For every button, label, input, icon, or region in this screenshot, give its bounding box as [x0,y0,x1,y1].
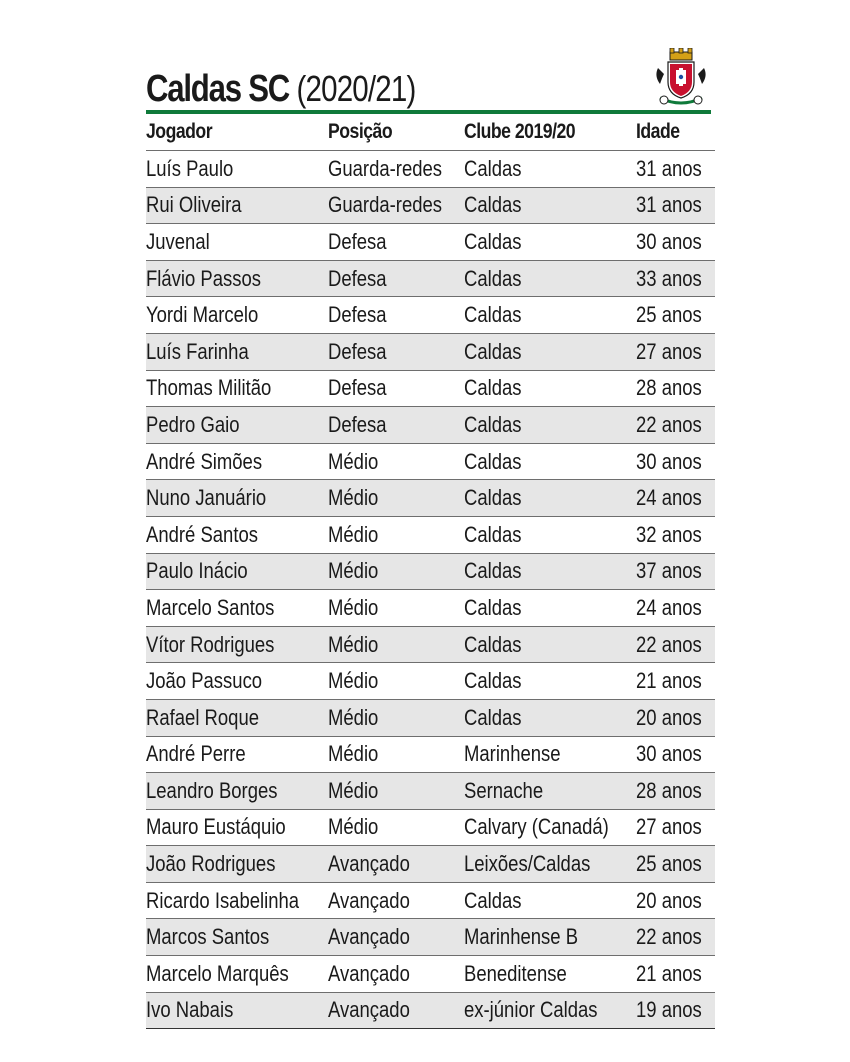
player-name-cell: Yordi Marcelo [146,302,259,328]
player-name-cell: João Passuco [146,668,263,694]
table-row [146,407,715,444]
position-cell: Médio [328,777,379,803]
player-name-cell: Flávio Passos [146,265,262,291]
age-cell: 30 anos [636,448,703,474]
table-row [146,333,715,370]
age-cell: 20 anos [636,887,703,913]
age-cell: 27 anos [636,338,703,364]
player-name-cell: Nuno Januário [146,485,267,511]
player-name-cell: Ivo Nabais [146,997,234,1023]
previous-club-cell: Caldas [463,155,522,181]
age-cell: 25 anos [636,851,703,877]
age-cell: 27 anos [636,814,703,840]
age-cell: 28 anos [636,375,703,401]
player-name-cell: André Santos [146,521,258,547]
player-name-cell: Juvenal [146,228,210,254]
table-row [146,590,715,627]
player-name-cell: Luís Farinha [146,338,249,364]
table-row [146,187,715,224]
table-row [146,480,715,517]
age-cell: 30 anos [636,228,703,254]
previous-club-cell: Sernache [463,777,544,803]
position-cell: Médio [328,558,379,584]
player-name-cell: Leandro Borges [146,777,278,803]
previous-club-cell: Caldas [463,448,522,474]
age-cell: 22 anos [636,631,703,657]
table-row [146,626,715,663]
position-cell: Médio [328,668,379,694]
age-cell: 19 anos [636,997,703,1023]
page-title [146,66,711,112]
age-cell: 21 anos [636,960,703,986]
position-cell: Médio [328,594,379,620]
previous-club-cell: Caldas [463,338,522,364]
table-header-row [146,114,715,151]
table-row [146,516,715,553]
position-cell: Médio [328,485,379,511]
table-row [146,919,715,956]
age-cell: 33 anos [636,265,703,291]
player-name-cell: Rui Oliveira [146,192,242,218]
table-row [146,846,715,883]
age-cell: 22 anos [636,411,703,437]
player-name-cell: Ricardo Isabelinha [146,887,300,913]
position-cell: Defesa [328,265,387,291]
age-cell: 21 anos [636,668,703,694]
table-row [146,260,715,297]
previous-club-cell: Caldas [463,521,522,547]
position-cell: Defesa [328,302,387,328]
age-cell: 32 anos [636,521,703,547]
previous-club-cell: Caldas [463,375,522,401]
player-name-cell: Mauro Eustáquio [146,814,286,840]
position-cell: Defesa [328,228,387,254]
age-cell: 22 anos [636,924,703,950]
age-cell: 28 anos [636,777,703,803]
table-row [146,956,715,993]
previous-club-cell: Caldas [463,228,522,254]
position-cell: Avançado [328,924,411,950]
club-crest-icon [650,48,712,110]
age-cell: 31 anos [636,155,703,181]
header-posicao: Posição [328,120,393,143]
position-cell: Avançado [328,851,411,877]
table-row [146,992,715,1029]
player-name-cell: Vítor Rodrigues [146,631,275,657]
previous-club-cell: Caldas [463,302,522,328]
squad-table [146,114,715,1029]
previous-club-cell: Marinhense [463,741,561,767]
position-cell: Médio [328,814,379,840]
previous-club-cell: Caldas [463,411,522,437]
table-row [146,224,715,261]
player-name-cell: Thomas Militão [146,375,272,401]
player-name-cell: Marcos Santos [146,924,270,950]
player-name-cell: André Simões [146,448,263,474]
age-cell: 31 anos [636,192,703,218]
previous-club-cell: Beneditense [463,960,567,986]
previous-club-cell: Caldas [463,704,522,730]
title-text [146,66,415,112]
table-row [146,663,715,700]
title-club: Caldas SC [146,68,290,110]
table-row [146,699,715,736]
table-row [146,553,715,590]
table-row [146,736,715,773]
position-cell: Médio [328,448,379,474]
table-row [146,882,715,919]
table-row [146,297,715,334]
previous-club-cell: Caldas [463,887,522,913]
age-cell: 30 anos [636,741,703,767]
header-jogador: Jogador [146,120,213,143]
position-cell: Guarda-redes [328,192,443,218]
table-row [146,773,715,810]
header-clube: Clube 2019/20 [463,120,576,143]
previous-club-cell: Caldas [463,485,522,511]
player-name-cell: Pedro Gaio [146,411,240,437]
position-cell: Defesa [328,411,387,437]
age-cell: 20 anos [636,704,703,730]
player-name-cell: Marcelo Santos [146,594,275,620]
table-row [146,809,715,846]
table-row [146,151,715,188]
position-cell: Defesa [328,375,387,401]
previous-club-cell: Caldas [463,265,522,291]
position-cell: Médio [328,521,379,547]
previous-club-cell: Caldas [463,594,522,620]
player-name-cell: Luís Paulo [146,155,234,181]
previous-club-cell: Leixões/Caldas [463,851,591,877]
previous-club-cell: Caldas [463,668,522,694]
player-name-cell: João Rodrigues [146,851,276,877]
table-row [146,443,715,480]
title-season: (2020/21) [296,68,416,109]
previous-club-cell: Caldas [463,631,522,657]
player-name-cell: Rafael Roque [146,704,260,730]
position-cell: Defesa [328,338,387,364]
previous-club-cell: Caldas [463,192,522,218]
player-name-cell: André Perre [146,741,246,767]
previous-club-cell: Calvary (Canadá) [463,814,609,840]
table-row [146,370,715,407]
position-cell: Guarda-redes [328,155,443,181]
position-cell: Avançado [328,997,411,1023]
player-name-cell: Marcelo Marquês [146,960,289,986]
previous-club-cell: ex-júnior Caldas [463,997,598,1023]
position-cell: Avançado [328,887,411,913]
age-cell: 37 anos [636,558,703,584]
previous-club-cell: Caldas [463,558,522,584]
age-cell: 24 anos [636,594,703,620]
age-cell: 24 anos [636,485,703,511]
header-idade: Idade [636,120,680,143]
age-cell: 25 anos [636,302,703,328]
previous-club-cell: Marinhense B [463,924,579,950]
position-cell: Médio [328,704,379,730]
player-name-cell: Paulo Inácio [146,558,248,584]
position-cell: Avançado [328,960,411,986]
position-cell: Médio [328,741,379,767]
position-cell: Médio [328,631,379,657]
